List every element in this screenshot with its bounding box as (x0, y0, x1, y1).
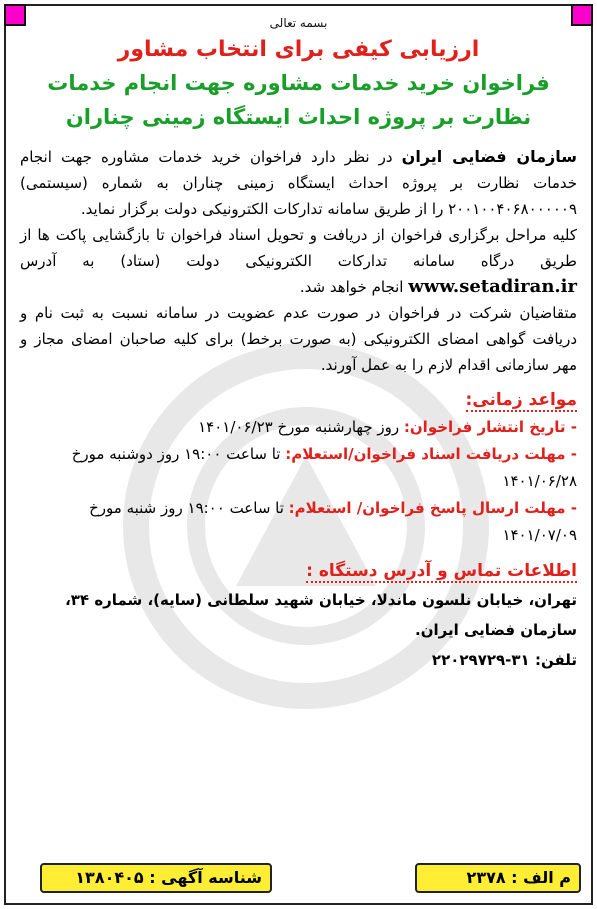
notice-content (20, 6, 577, 675)
corner-marker-right (571, 4, 593, 26)
notice-title: ارزیابی کیفی برای انتخاب مشاور (117, 37, 480, 62)
paragraph-registration: متقاضیان شرکت در فراخوان در صورت عدم عضویت در سامانه نسبت به ثبت نام و دریافت گواهی امضای الکترونیکی (به صورت برخط) برای کلیه صاحبان امضای مجاز و مهر سازمانی اقدام لازم را به عمل آورند. (20, 304, 577, 374)
paragraph-intro (20, 144, 577, 222)
schedule-item-publish: - تاریخ انتشار فراخوان: روز چهارشنبه مورخ ۱۴۰۱/۰۶/۲۳ (198, 418, 577, 436)
notice-subtitle-line1: فراخوان خرید خدمات مشاوره جهت انجام خدمات (47, 71, 550, 95)
paragraph-process-text: کلیه مراحل برگزاری فراخوان از دریافت و تحویل اسناد فراخوان تا بازگشایی پاکت ها از طریق درگاه سامانه تدارکات الکترونیکی دولت (ستاد) به آدرس (20, 226, 577, 270)
paragraph-process (20, 222, 577, 300)
paragraph-process-end: انجام خواهد شد. (299, 278, 409, 296)
corner-marker-left (4, 4, 26, 26)
setad-url-link[interactable]: www.setadiran.ir (408, 276, 577, 297)
contact-address: تهران، خیابان نلسون ماندلا، خیابان شهید سلطانی (سایه)، شماره ۳۴، سازمان فضایی ایران. (65, 591, 577, 639)
schedule-heading: مواعد زمانی: (465, 390, 577, 410)
notice-frame (4, 4, 593, 905)
schedule-item-docs-deadline: - مهلت دریافت اسناد فراخوان/استعلام: تا ساعت ۱۹:۰۰ روز دوشنبه مورخ ۱۴۰۱/۰۶/۲۸ (71, 445, 577, 490)
notice-subtitle-line2: نظارت بر پروژه احداث ایستگاه زمینی چناران (65, 105, 532, 129)
reference-code-badge: م الف : ۲۳۷۸ (415, 863, 581, 893)
contact-phone: تلفن: ۳۱-۲۲۰۲۹۷۲۹ (431, 651, 577, 669)
basmala: بسمه تعالی (269, 16, 328, 30)
ad-id-badge: شناسه آگهی : ۱۳۸۰۴۰۵ (40, 863, 272, 893)
organization-name: سازمان فضایی ایران (401, 147, 578, 166)
contact-heading: اطلاعات تماس و آدرس دستگاه : (306, 561, 577, 581)
schedule-item-response-deadline: - مهلت ارسال پاسخ فراخوان/ استعلام: تا ساعت ۱۹:۰۰ روز شنبه مورخ ۱۴۰۱/۰۷/۰۹ (89, 499, 577, 544)
paragraph-intro-text: در نظر دارد فراخوان خرید خدمات مشاوره جهت انجام خدمات نظارت بر پروژه احداث ایستگاه زمینی چناران به شماره (سیستمی) ۲۰۰۱۰۰۴۰۶۸۰۰۰۰۰۹ را از طریق سامانه تدارکات الکترونیکی دولت برگزار نماید. (20, 148, 577, 218)
